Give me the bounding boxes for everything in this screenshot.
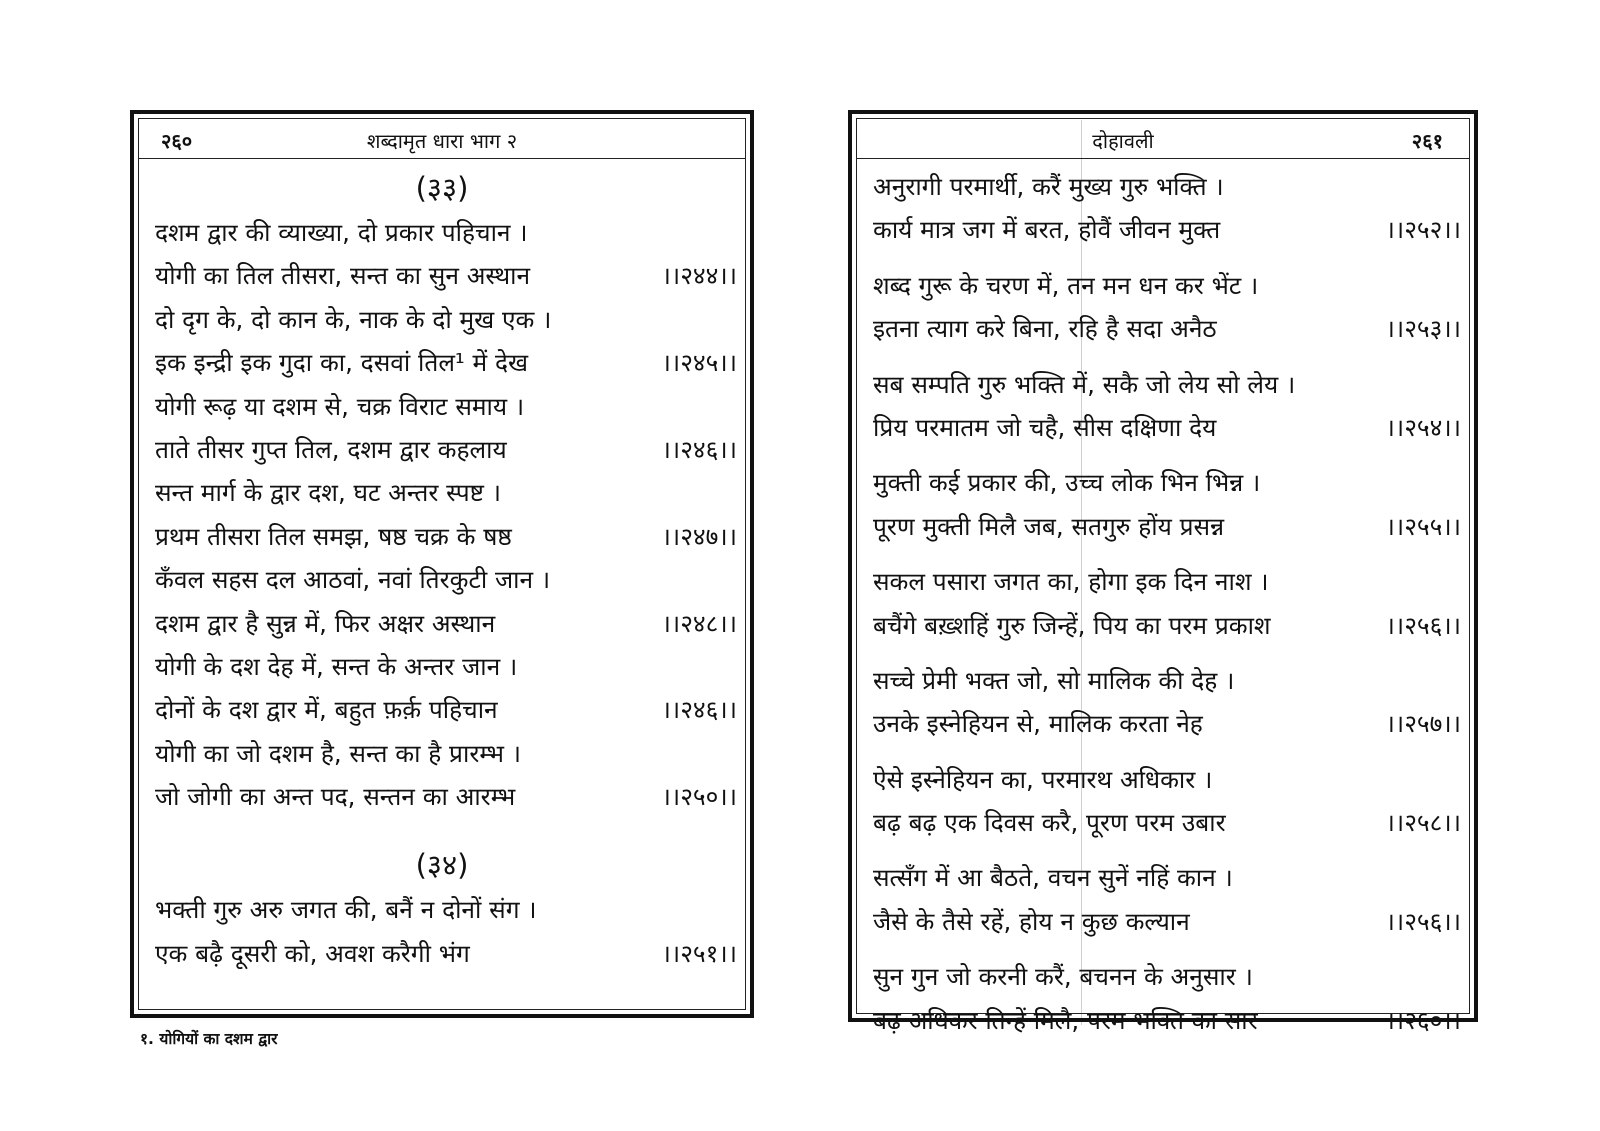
verse-line [139,732,745,775]
verse-text: कँवल सहस दल आठवां, नवां तिरकुटी जान । [155,565,551,595]
verse-line [139,602,745,645]
verse-line [857,856,1469,899]
verse-line [857,363,1469,406]
verse-line [139,558,745,601]
verse-number: ।।२४५।। [661,348,737,378]
verse-line [139,385,745,428]
verse-text: बढ़ बढ़ एक दिवस करै, पूरण परम उबार [873,808,1226,838]
verse-line [857,165,1469,208]
verse-line [857,406,1469,449]
verse-line [139,775,745,818]
verse-line [857,604,1469,647]
verse-number: ।।२४४।। [661,261,737,291]
verse-text: सन्त मार्ग के द्वार दश, घट अन्तर स्पष्ट । [155,478,502,508]
verse-line [139,211,745,254]
verse-text: सब सम्पति गुरु भक्ति में, सकै जो लेय सो लेय । [873,369,1296,399]
verse-text: एक बढ़ै दूसरी को, अवश करैगी भंग [155,938,470,968]
verse-text: पूरण मुक्ती मिलै जब, सतगुरु होंय प्रसन्न [873,511,1225,541]
verse-text: सकल पसारा जगत का, होगा इक दिन नाश । [873,567,1269,597]
verse-line [139,471,745,514]
verse-number: ।।२५६।। [1385,610,1461,640]
verse-number: ।।२५०।। [661,782,737,812]
verse-text: प्रिय परमातम जो चहै, सीस दक्षिणा देय [873,412,1217,442]
verse-number: ।।२५५।। [1385,511,1461,541]
verse-line [139,428,745,471]
verse-text: इक इन्द्री इक गुदा का, दसवां तिल¹ में देख [155,348,529,378]
verse-line [857,264,1469,307]
verse-text: बचैंगे बख़्शहिं गुरु जिन्हें, पिय का परम प्रकाश [873,610,1271,640]
verse-line [139,515,745,558]
right-page-body [857,159,1469,1035]
verse-text: बढ़ अधिकर तिन्हें मिलै, परम भक्ति का सार [873,1005,1258,1035]
left-page-header [139,119,745,159]
right-page-header [857,119,1469,159]
verse-text: उनके इस्नेहियन से, मालिक करता नेह [873,709,1203,739]
verse-line [857,505,1469,548]
footnote: १. योगियों का दशम द्वार [140,1030,278,1048]
verse-number: ।।२५२।। [1385,215,1461,245]
running-title: दोहावली [1092,129,1154,153]
page-number: २६१ [1411,129,1443,153]
verse-line [139,688,745,731]
left-page-inner-frame [138,118,746,1010]
verse-text: मुक्ती कई प्रकार की, उच्च लोक भिन भिन्न । [873,468,1261,498]
verse-text: ऐसे इस्नेहियन का, परमारथ अधिकार । [873,764,1213,794]
verse-number: ।।२४६।। [661,434,737,464]
verse-text: भक्ती गुरु अरु जगत की, बनैं न दोनों संग । [155,895,537,925]
verse-text: जो जोगी का अन्त पद, सन्तन का आरम्भ [155,782,516,812]
verse-text: दोनों के दश द्वार में, बहुत फ़र्क़ पहिचान [155,695,498,725]
verse-number: ।।२५७।। [1385,709,1461,739]
verse-line [139,645,745,688]
verse-text: दशम द्वार है सुन्न में, फिर अक्षर अस्थान [155,608,496,638]
verse-number: ।।२४६।। [661,695,737,725]
verse-line [857,307,1469,350]
verse-text: शब्द गुरू के चरण में, तन मन धन कर भेंट । [873,270,1259,300]
verse-line [139,888,745,931]
verse-text: ताते तीसर गुप्त तिल, दशम द्वार कहलाय [155,434,507,464]
verse-text: जैसे के तैसे रहें, होय न कुछ कल्यान [873,906,1190,936]
verse-number: ।।२४८।। [661,608,737,638]
verse-text: अनुरागी परमार्थी, करैं मुख्य गुरु भक्ति । [873,172,1224,201]
right-page [848,110,1478,1035]
section-number: (३४) [415,848,469,883]
verse-text: प्रथम तीसरा तिल समझ, षष्ठ चक्र के षष्ठ [155,521,512,551]
verse-line [857,702,1469,745]
right-page-inner-frame [856,118,1470,1035]
page-number: २६० [161,129,193,153]
verse-line [857,461,1469,504]
verse-text: योगी के दश देह में, सन्त के अन्तर जान । [155,651,518,681]
verse-line [857,955,1469,998]
verse-line [857,801,1469,844]
verse-line [857,999,1469,1042]
verse-number: ।।२५३।। [1385,314,1461,344]
verse-number: ।।२५४।। [1385,412,1461,442]
verse-line [857,659,1469,702]
section-number: (३३) [415,171,469,205]
verse-text: कार्य मात्र जग में बरत, होवैं जीवन मुक्त [873,215,1221,245]
verse-number: ।।२५६।। [1385,906,1461,936]
running-title: शब्दामृत धारा भाग २ [366,129,518,153]
verse-line [857,208,1469,251]
verse-line [857,758,1469,801]
verse-text: इतना त्याग करे बिना, रहि है सदा अनैठ [873,314,1217,344]
verse-line [139,298,745,341]
verse-line [857,900,1469,943]
verse-number: ।।२५८।। [1385,808,1461,838]
verse-line [857,560,1469,603]
verse-text: योगी रूढ़ या दशम से, चक्र विराट समाय । [155,391,525,421]
verse-text: दो दृग के, दो कान के, नाक के दो मुख एक । [155,304,552,334]
verse-text: सुन गुन जो करनी करैं, बचनन के अनुसार । [873,962,1253,992]
verse-text: सच्चे प्रेमी भक्त जो, सो मालिक की देह । [873,665,1235,695]
left-page-body [139,159,745,1009]
left-page [130,110,754,1018]
verse-number: ।।२६०।। [1385,1005,1461,1035]
verse-text: सत्सँग में आ बैठते, वचन सुनें नहिं कान । [873,863,1233,893]
verse-line [139,254,745,297]
verse-line [139,932,745,975]
verse-number: ।।२४७।। [661,521,737,551]
verse-text: दशम द्वार की व्याख्या, दो प्रकार पहिचान । [155,218,528,247]
verse-text: योगी का तिल तीसरा, सन्त का सुन अस्थान [155,261,531,291]
verse-line [139,341,745,384]
verse-number: ।।२५१।। [661,938,737,968]
verse-text: योगी का जो दशम है, सन्त का है प्रारम्भ । [155,738,521,768]
